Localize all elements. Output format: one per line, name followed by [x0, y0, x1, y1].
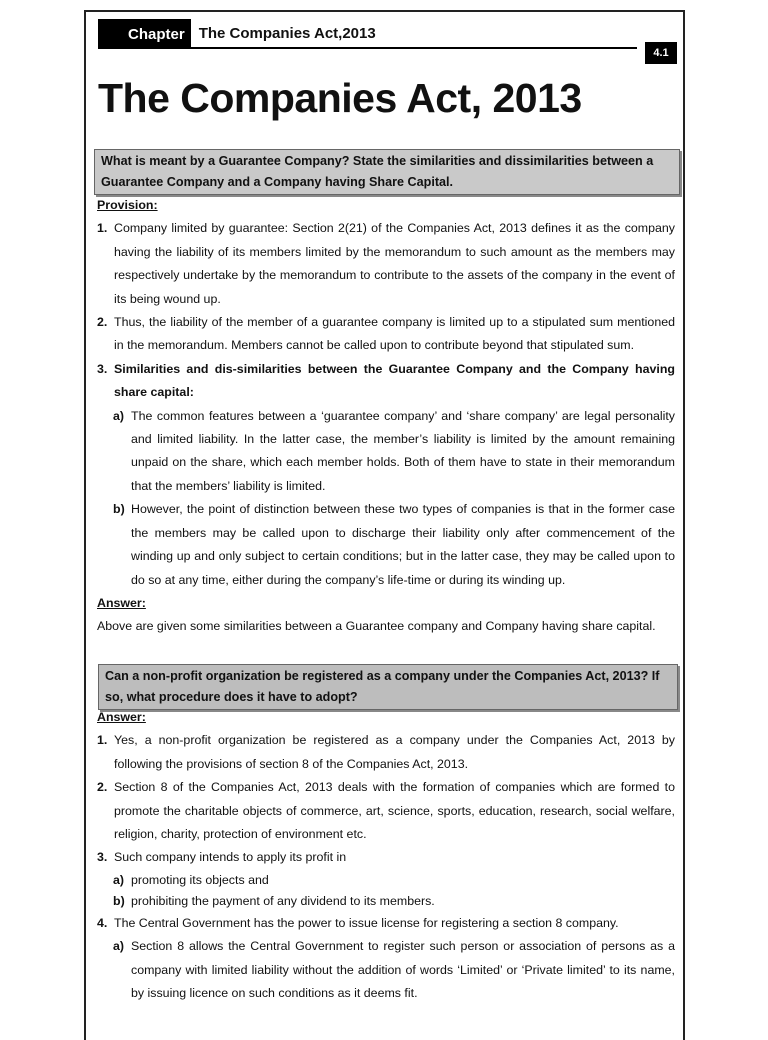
item-text: Similarities and dis-similarities between the Guarantee Company and the Company having share capital:	[114, 361, 675, 400]
sub-item-text: However, the point of distinction between these two types of companies is that in the former case the members may be called upon to discharge their liability only after commencement of the winding up and only subject to certain conditions; but in the latter case, they may be called upon to do so at any time, either during the company’s life-time or during its winding up.	[131, 502, 675, 587]
sub-list-item	[97, 405, 675, 499]
chapter-header	[98, 19, 637, 49]
item-text: Yes, a non-profit organization be registered as a company under the Companies Act, 2013 by following the provisions of section 8 of the Companies Act, 2013.	[114, 733, 675, 771]
sub-list-item	[97, 935, 675, 1005]
item-text: Company limited by guarantee: Section 2(21) of the Companies Act, 2013 defines it as the company having the liability of its members limited by the memorandum to such amount as the members may respectively undertake by the memorandum to contribute to the assets of the company in the event of its being wound up.	[114, 221, 675, 306]
section-2-content	[97, 706, 675, 1005]
question-box-2: Can a non-profit organization be registered as a company under the Companies Act, 2013? If so, what procedure does it have to adopt?	[98, 664, 678, 710]
list-item	[97, 729, 675, 776]
sub-item-letter: a)	[113, 408, 125, 423]
sub-item-letter: b)	[113, 502, 125, 517]
list-item	[97, 311, 675, 358]
list-item	[97, 776, 675, 846]
item-text: Thus, the liability of the member of a guarantee company is limited up to a stipulated sum mentioned in the memorandum. Members cannot be called upon to contribute beyond that stipulated sum.	[114, 315, 675, 353]
provision-label: Provision:	[97, 198, 158, 212]
sub-item-text: The common features between a ‘guarantee company’ and ‘share company’ are legal personality and limited liability. In the latter case, the member’s liability is limited by the amount remaining unpaid on the share, which each member holds. Both of them have to state in their memorandum that the members’ liability is limited.	[131, 408, 675, 493]
answer-text: Above are given some similarities between a Guarantee company and Company having share capital.	[97, 619, 656, 634]
answer-label: Answer:	[97, 595, 146, 610]
list-item	[97, 846, 675, 869]
item-number: 2.	[97, 780, 108, 795]
sub-item-letter: a)	[113, 872, 125, 887]
item-text: The Central Government has the power to issue license for registering a section 8 company.	[114, 915, 619, 930]
sub-item-text: promoting its objects and	[131, 872, 269, 887]
sub-list-item	[97, 498, 675, 592]
item-text: Such company intends to apply its profit in	[114, 850, 347, 865]
item-number: 4.	[97, 915, 108, 930]
question-box-1: What is meant by a Guarantee Company? State the similarities and dissimilarities between a Guarantee Company and a Company having Share Capital.	[94, 149, 680, 195]
item-number: 3.	[97, 850, 108, 865]
item-number: 1.	[97, 221, 108, 236]
list-item	[97, 912, 675, 935]
sub-list-item	[97, 891, 675, 912]
chapter-label: Chapter	[98, 19, 191, 49]
sub-item-text: Section 8 allows the Central Government to register such person or association of persons as a company with limited liability without the addition of words ‘Limited’ or ‘Private limited’ to its name, by issuing licence on such conditions as it deems fit.	[131, 939, 675, 1001]
page-title: The Companies Act, 2013	[98, 75, 582, 121]
chapter-title: The Companies Act,2013	[191, 19, 637, 49]
list-item	[97, 358, 675, 405]
list-item	[97, 217, 675, 311]
section-1-content	[97, 194, 675, 639]
answer-label: Answer:	[97, 710, 146, 724]
item-text: Section 8 of the Companies Act, 2013 deals with the formation of companies which are formed to promote the charitable objects of commerce, art, science, sports, education, research, social welfare, religion, charity, protection of environment etc.	[114, 780, 675, 842]
page-number: 4.1	[645, 42, 677, 64]
sub-item-letter: a)	[113, 939, 125, 954]
item-number: 2.	[97, 315, 108, 330]
item-number: 1.	[97, 733, 108, 748]
item-number: 3.	[97, 361, 108, 376]
sub-item-text: prohibiting the payment of any dividend to its members.	[131, 893, 435, 908]
sub-list-item	[97, 870, 675, 891]
sub-item-letter: b)	[113, 893, 125, 908]
